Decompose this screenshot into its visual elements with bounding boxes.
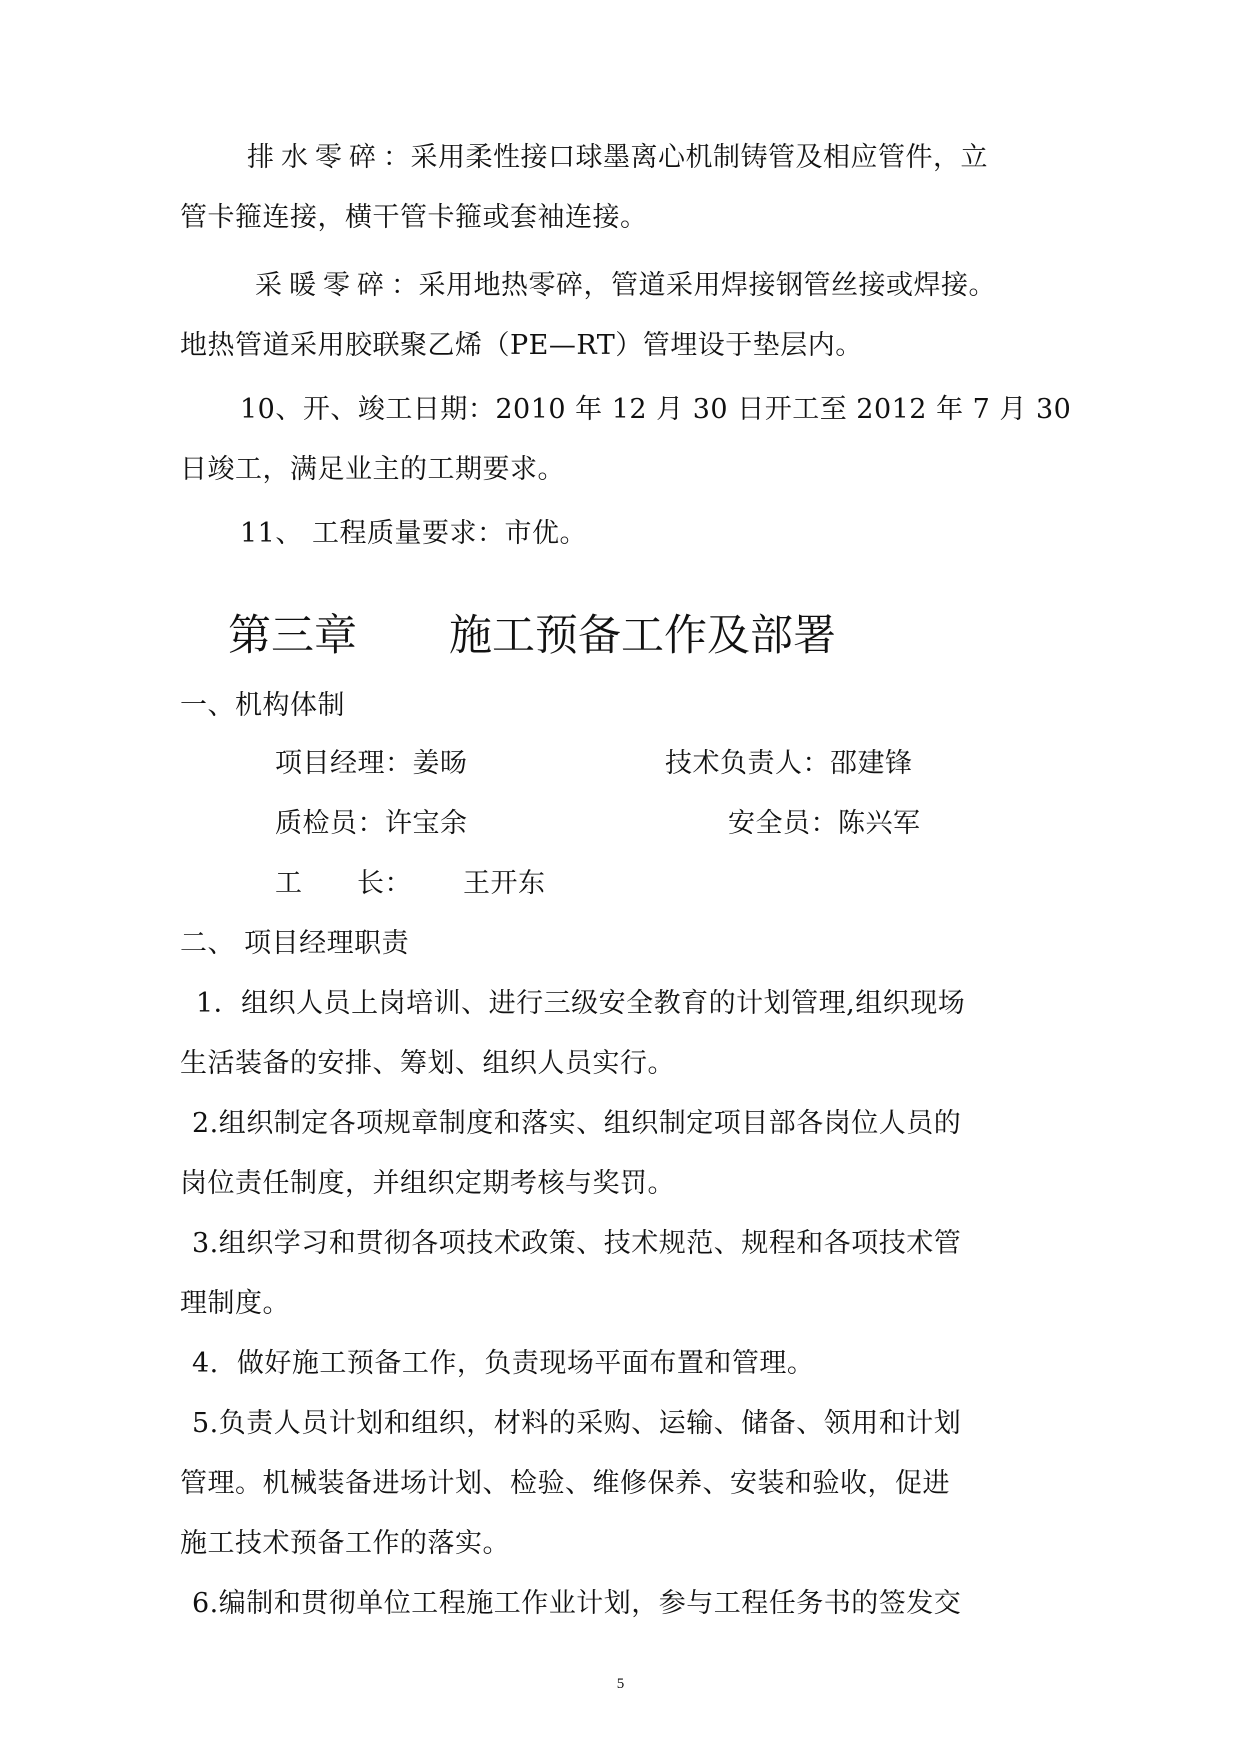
staff-quality-inspector: 质检员：许宝余 (275, 808, 468, 839)
drainage-paragraph-line-2: 管卡箍连接，横干管卡箍或套袖连接。 (180, 202, 648, 233)
duty-item-2-line-1: 2.组织制定各项规章制度和落实、组织制定项目部各岗位人员的 (192, 1108, 962, 1139)
duty-item-6-line-1: 6.编制和贯彻单位工程施工作业计划，参与工程任务书的签发交 (192, 1588, 962, 1619)
chapter-heading (228, 608, 836, 664)
heating-paragraph-line-1: 采暖零碎：采用地热零碎，管道采用焊接钢管丝接或焊接。 (255, 270, 996, 301)
duty-item-4: 4. 做好施工预备工作，负责现场平面布置和管理。 (192, 1348, 815, 1379)
quality-requirement: 11、 工程质量要求：市优。 (240, 518, 587, 549)
duty-item-5-line-2: 管理。机械装备进场计划、检验、维修保养、安装和验收，促进 (180, 1468, 950, 1499)
staff-project-manager: 项目经理：姜旸 (275, 748, 468, 779)
page-number: 5 (616, 1676, 625, 1692)
section-heading-organization: 一、机构体制 (180, 690, 345, 721)
chapter-title: 施工预备工作及部署 (449, 611, 836, 661)
duty-item-1-line-1: 1．组织人员上岗培训、进行三级安全教育的计划管理,组织现场 (196, 988, 966, 1019)
duty-item-1-line-2: 生活装备的安排、筹划、组织人员实行。 (180, 1048, 675, 1079)
staff-foreman-name: 王开东 (463, 868, 546, 899)
drainage-paragraph-line-1: 排水零碎：采用柔性接口球墨离心机制铸管及相应管件，立 (247, 142, 988, 173)
duty-item-3-line-2: 理制度。 (180, 1288, 290, 1319)
dates-paragraph-line-2: 日竣工，满足业主的工期要求。 (180, 454, 565, 485)
section-heading-pm-duties: 二、 项目经理职责 (180, 928, 410, 959)
heating-paragraph-line-2: 地热管道采用胶联聚乙烯（PE—RT）管埋设于垫层内。 (180, 330, 863, 361)
duty-item-2-line-2: 岗位责任制度，并组织定期考核与奖罚。 (180, 1168, 675, 1199)
staff-technical-lead: 技术负责人：邵建锋 (665, 748, 913, 779)
duty-item-5-line-1: 5.负责人员计划和组织，材料的采购、运输、储备、领用和计划 (192, 1408, 962, 1439)
chapter-number: 第三章 (228, 611, 357, 661)
duty-item-5-line-3: 施工技术预备工作的落实。 (180, 1528, 510, 1559)
staff-safety-officer: 安全员：陈兴军 (728, 808, 921, 839)
staff-foreman-label: 工 长： (275, 868, 412, 899)
dates-paragraph-line-1: 10、开、竣工日期：2010 年 12 月 30 日开工至 2012 年 7 月 30 (240, 394, 1072, 425)
duty-item-3-line-1: 3.组织学习和贯彻各项技术政策、技术规范、规程和各项技术管 (192, 1228, 962, 1259)
